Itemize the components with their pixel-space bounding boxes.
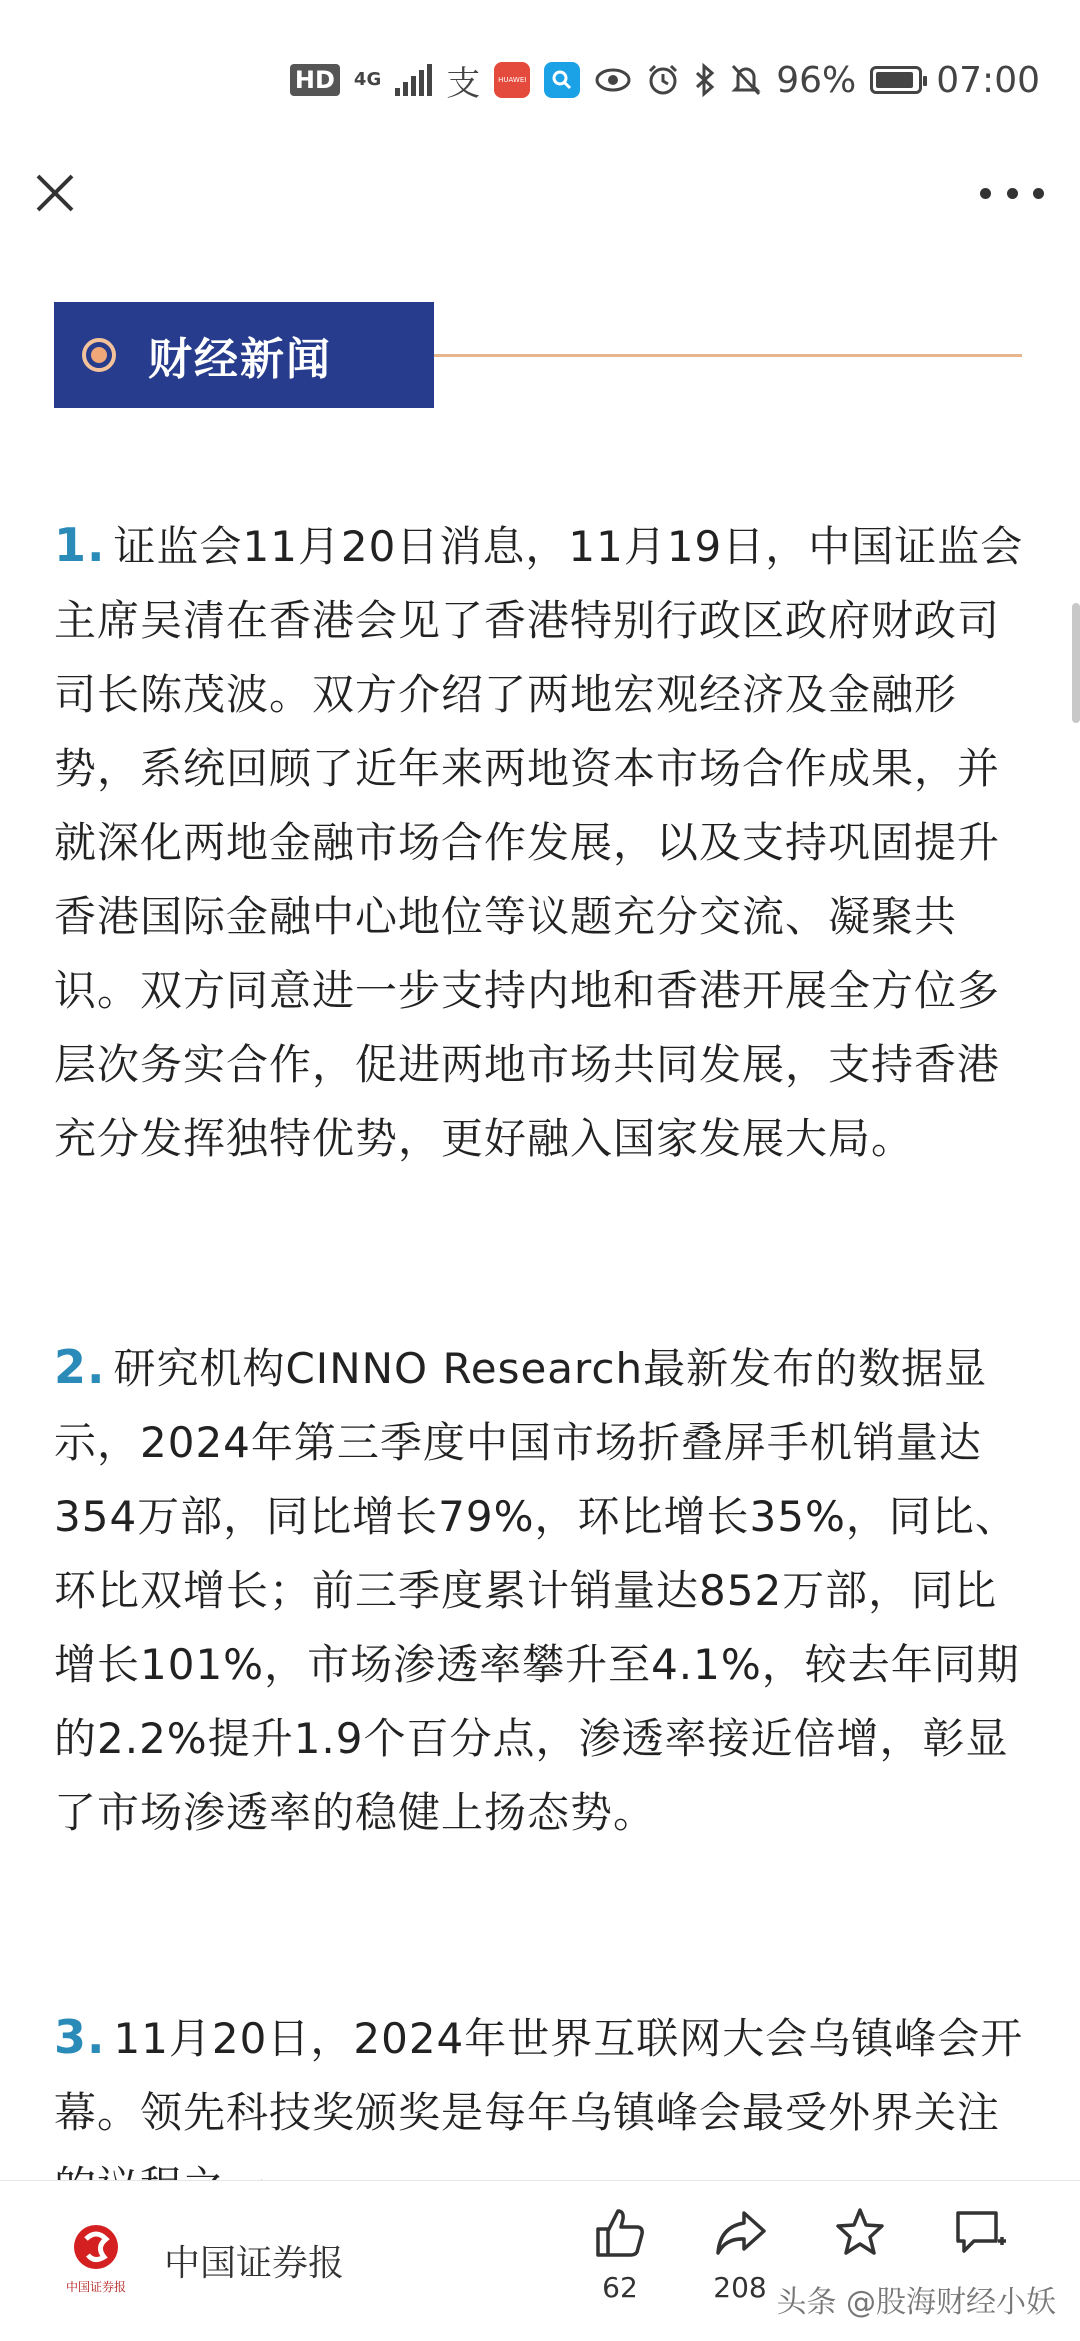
article-content[interactable] <box>0 260 1080 2180</box>
bluetooth-icon <box>694 63 716 97</box>
source-logo-icon <box>56 2217 136 2297</box>
signal-icon <box>395 64 432 96</box>
target-icon <box>82 338 116 372</box>
status-icons <box>290 52 1040 108</box>
source-name[interactable]: 中国证券报 <box>164 2243 345 2284</box>
thumbs-up-icon <box>592 2205 648 2261</box>
banner-divider <box>382 354 1022 357</box>
scrollbar-thumb[interactable] <box>1072 603 1080 723</box>
news-number: 3. <box>54 2010 106 2064</box>
news-item <box>54 508 1026 1176</box>
comment-icon <box>952 2205 1008 2261</box>
battery-percent: 96% <box>776 59 857 101</box>
huawei-app-icon <box>494 62 530 98</box>
more-icon <box>980 188 991 199</box>
mute-icon <box>730 63 762 97</box>
battery-icon <box>870 66 922 94</box>
share-icon <box>712 2205 768 2261</box>
status-bar <box>0 0 1080 150</box>
alipay-icon: 支 <box>446 63 481 104</box>
source-logo[interactable] <box>56 2217 136 2297</box>
banner-title-box <box>54 302 434 408</box>
nav-bar <box>0 150 1080 260</box>
section-banner <box>54 302 1022 408</box>
watermark: 头条 @股海财经小妖 <box>776 2285 1056 2320</box>
comment-button[interactable] <box>920 2205 1040 2261</box>
eye-icon <box>594 65 632 95</box>
more-icon-dot <box>1007 188 1018 199</box>
close-button[interactable] <box>30 168 80 218</box>
alarm-icon <box>646 63 680 97</box>
more-button[interactable] <box>980 170 1044 216</box>
favorite-button[interactable] <box>800 2205 920 2261</box>
news-text: 研究机构CINNO Research最新发布的数据显示，2024年第三季度中国市场折叠屏手机销量达354万部，同比增长79%，环比增长35%，同比、环比双增长；前三季度累计销量达852万部，同比增长101%，市场渗透率攀升至4.1%，较去年同期的2.2%提升1.9个百分点，渗透率接近倍增，彰显了市场渗透率的稳健上扬态势。 <box>54 1344 1020 1837</box>
news-text: 11月20日，2024年世界互联网大会乌镇峰会开幕。领先科技奖颁奖是每年乌镇峰会最受外界关注 <box>54 2014 1024 2137</box>
source-logo-text: 中国证券报 <box>65 2280 127 2294</box>
more-icon-dot <box>1033 188 1044 199</box>
news-item <box>54 1330 1026 1850</box>
news-number: 1. <box>54 518 106 572</box>
news-number: 2. <box>54 1340 106 1394</box>
like-button[interactable] <box>560 2205 680 2304</box>
star-icon <box>832 2205 888 2261</box>
network-type: 4G <box>353 69 382 90</box>
like-count: 62 <box>602 2271 638 2304</box>
news-text: 证监会11月20日消息，11月19日，中国证监会主席吴清在香港会见了香港特别行政区政府财政司司长陈茂波。双方介绍了两地宏观经济及金融形势，系统回顾了近年来两地资本市场合作成果，并就深化两地金融市场合作发展，以及支持巩固提升香港国际金融中心地位等议题充分交流、凝聚共识。双方同意进一步支持内地和香港开展全方位多层次务实合作，促进两地市场共同发展，支持香港充分发挥独特优势，更好融入国家发展大局。 <box>54 522 1024 1163</box>
share-count: 208 <box>713 2271 767 2304</box>
huawei-app-label: HUAWEI <box>498 76 527 84</box>
close-icon <box>30 168 80 218</box>
search-app-icon <box>544 62 580 98</box>
clock: 07:00 <box>936 59 1040 101</box>
hd-badge: HD <box>290 64 340 96</box>
section-title: 财经新闻 <box>148 334 332 385</box>
bottom-bar <box>0 2180 1080 2341</box>
